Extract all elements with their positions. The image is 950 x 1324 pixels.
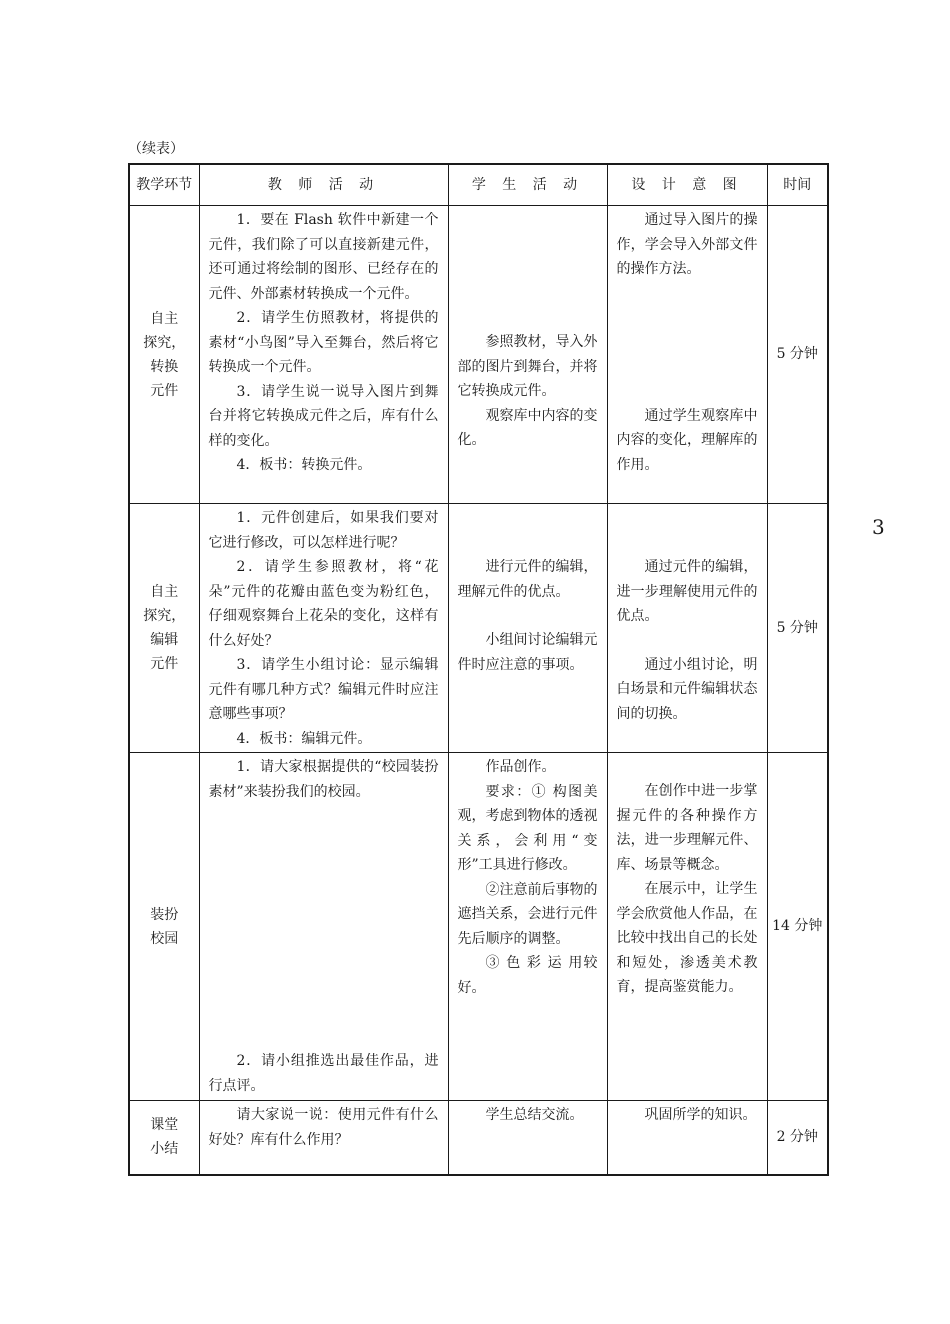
student-activity-cell: 学生总结交流。 — [448, 1101, 607, 1175]
table-row — [129, 504, 828, 753]
teacher-activity-cell: 1．元件创建后，如果我们要对它进行修改，可以怎样进行呢？ 2．请学生参照教材，将“花朵”元件的花瓣由蓝色变为粉红色，仔细观察舞台上花朵的变化，这样有什么好处？ 3．请学生小组讨论：显示编辑元件有哪几种方式？编辑元件时应注意哪些事项？ 4．板书：编辑元件。 — [199, 504, 448, 753]
lesson-plan-table — [128, 163, 829, 1176]
student-activity-cell: 作品创作。 要求：① 构图美观，考虑到物体的透视关系，会利用“变形”工具进行修改。 ②注意前后事物的遮挡关系，会进行元件先后顺序的调整。 ③ 色 彩 运 用较好。 — [448, 753, 607, 1101]
time-cell: 5 分钟 — [767, 206, 828, 504]
student-activity-cell: 参照教材，导入外部的图片到舞台，并将它转换成元件。 观察库中内容的变化。 — [448, 206, 607, 504]
section-cell: 自主 探究， 编辑 元件 — [129, 504, 199, 753]
header-design: 设 计 意 图 — [607, 164, 767, 206]
design-intent-cell: 巩固所学的知识。 — [607, 1101, 767, 1175]
table-row — [129, 1101, 828, 1175]
table-header-row — [129, 164, 828, 206]
time-cell: 2 分钟 — [767, 1101, 828, 1175]
student-activity-cell: 进行元件的编辑，理解元件的优点。 小组间讨论编辑元件时应注意的事项。 — [448, 504, 607, 753]
design-intent-cell: 通过元件的编辑，进一步理解使用元件的优点。 通过小组讨论，明白场景和元件编辑状态间的切换。 — [607, 504, 767, 753]
header-teacher: 教 师 活 动 — [199, 164, 448, 206]
teacher-activity-cell: 1．请大家根据提供的“校园装扮素材”来装扮我们的校园。 2．请小组推选出最佳作品，进行点评。 — [199, 753, 448, 1101]
header-time: 时间 — [767, 164, 828, 206]
header-student: 学 生 活 动 — [448, 164, 607, 206]
design-intent-cell: 通过导入图片的操作，学会导入外部文件的操作方法。 通过学生观察库中内容的变化，理解库的作用。 — [607, 206, 767, 504]
table-row — [129, 753, 828, 1101]
table-caption: （续表） — [128, 141, 184, 157]
time-cell: 5 分钟 — [767, 504, 828, 753]
teacher-activity-cell: 请大家说一说：使用元件有什么好处？库有什么作用？ — [199, 1101, 448, 1175]
design-intent-cell: 在创作中进一步掌握元件的各种操作方法，进一步理解元件、库、场景等概念。 在展示中，让学生学会欣赏他人作品，在比较中找出自己的长处和短处，渗透美术教育，提高鉴赏能力。 — [607, 753, 767, 1101]
section-cell: 课堂 小结 — [129, 1101, 199, 1175]
section-cell: 自主 探究， 转换 元件 — [129, 206, 199, 504]
section-cell: 装扮 校园 — [129, 753, 199, 1101]
teacher-activity-cell: 1．要在 Flash 软件中新建一个元件，我们除了可以直接新建元件，还可通过将绘制的图形、已经存在的元件、外部素材转换成一个元件。 2．请学生仿照教材，将提供的素材“小鸟图”导入至舞台，然后将它转换成一个元件。 3．请学生说一说导入图片到舞台并将它转换成元件之后，库有什么样的变化。 4．板书：转换元件。 — [199, 206, 448, 504]
time-cell: 14 分钟 — [767, 753, 828, 1101]
table-row — [129, 206, 828, 504]
page-number: 3 — [872, 515, 885, 539]
header-section: 教学环节 — [129, 164, 199, 206]
